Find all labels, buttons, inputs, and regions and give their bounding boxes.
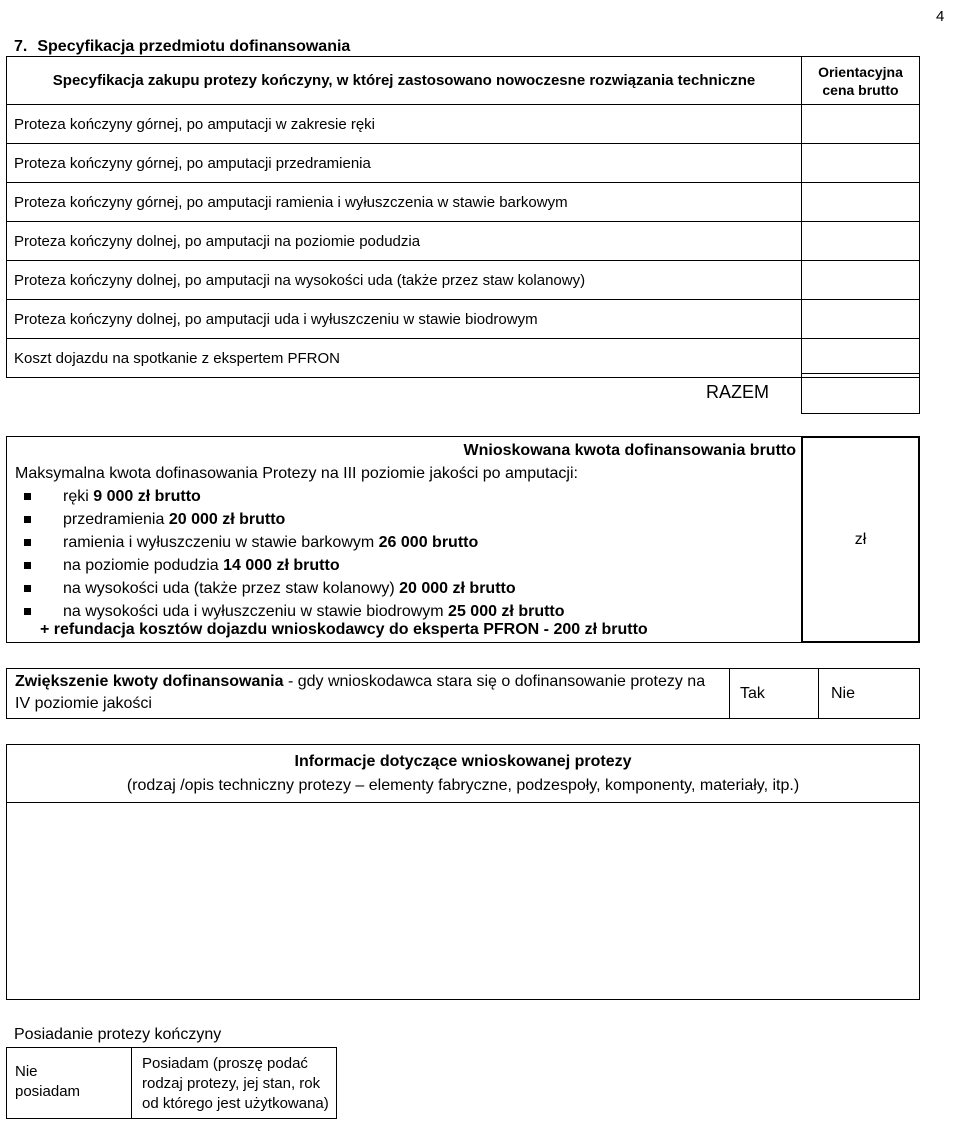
price-input-forearm[interactable] [801, 143, 920, 183]
square-bullet-icon [24, 539, 31, 546]
currency-label: zł [854, 530, 867, 548]
ownership-yes-line1: Posiadam (proszę podać [142, 1055, 308, 1072]
spec-row-hand: Proteza kończyny górnej, po amputacji w zakresie ręki [6, 104, 802, 144]
ownership-yes-line3: od którego jest użytkowana) [142, 1095, 329, 1112]
list-item: ręki 9 000 zł brutto [15, 485, 565, 508]
spec-header-left: Specyfikacja zakupu protezy kończyny, w której zastosowano nowoczesne rozwiązania techniczne [6, 56, 802, 105]
list-item: na wysokości uda i wyłuszczeniu w stawie biodrowym 25 000 zł brutto [15, 600, 565, 623]
ownership-no-option[interactable] [6, 1047, 132, 1119]
price-header-line2: cena brutto [822, 81, 899, 98]
increase-label-rest: - gdy wnioskodawca stara się o dofinansowanie protezy na IV poziomie jakości [15, 673, 706, 712]
ownership-yes-line2: rodzaj protezy, jej stan, rok [142, 1075, 321, 1092]
prosthesis-info-textarea[interactable] [7, 803, 919, 999]
price-input-shoulder[interactable] [801, 182, 920, 222]
max-amount-intro: Maksymalna kwota dofinasowania Protezy na III poziomie jakości po amputacji: [15, 465, 578, 482]
list-item: na wysokości uda (także przez staw kolanowy) 20 000 zł brutto [15, 577, 565, 600]
square-bullet-icon [24, 608, 31, 615]
price-input-travel-cost[interactable] [801, 338, 920, 378]
requested-amount-info [6, 436, 802, 643]
prosthesis-info-section [6, 744, 920, 1000]
increase-label-bold: Zwiększenie kwoty dofinansowania [15, 673, 284, 690]
total-input[interactable] [801, 373, 920, 414]
increase-question [6, 668, 730, 719]
list-item: na poziomie podudzia 14 000 zł brutto [15, 554, 565, 577]
spec-row-hip: Proteza kończyny dolnej, po amputacji uda i wyłuszczeniu w stawie biodrowym [6, 299, 802, 339]
spec-row-shank: Proteza kończyny dolnej, po amputacji na poziomie podudzia [6, 221, 802, 261]
price-header-line1: Orientacyjna [818, 63, 903, 80]
increase-section [6, 668, 920, 719]
spec-header-price [801, 56, 920, 105]
increase-yes-option[interactable]: Tak [729, 668, 819, 719]
spec-row-shoulder: Proteza kończyny górnej, po amputacji ramienia i wyłuszczenia w stawie barkowym [6, 182, 802, 222]
square-bullet-icon [24, 562, 31, 569]
spec-row-thigh: Proteza kończyny dolnej, po amputacji na wysokości uda (także przez staw kolanowy) [6, 260, 802, 300]
requested-amount-input[interactable] [801, 436, 920, 643]
price-input-shank[interactable] [801, 221, 920, 261]
section-title [14, 38, 350, 56]
travel-refund-note: + refundacja kosztów dojazdu wnioskodawcy do eksperta PFRON - 200 zł brutto [40, 621, 648, 638]
ownership-yes-option[interactable] [131, 1047, 337, 1119]
section-number: 7. [14, 38, 28, 55]
spec-row-forearm: Proteza kończyny górnej, po amputacji przedramienia [6, 143, 802, 183]
increase-no-option[interactable]: Nie [818, 668, 920, 719]
requested-amount-title: Wnioskowana kwota dofinansowania brutto [463, 442, 796, 459]
prosthesis-info-subtitle: (rodzaj /opis techniczny protezy – elementy fabryczne, podzespoły, komponenty, materiały, itp.) [126, 777, 800, 794]
max-amount-list [15, 485, 565, 623]
specification-table [6, 56, 920, 414]
list-item: przedramienia 20 000 zł brutto [15, 508, 565, 531]
price-input-thigh[interactable] [801, 260, 920, 300]
square-bullet-icon [24, 493, 31, 500]
page-number: 4 [936, 8, 945, 25]
price-input-hand[interactable] [801, 104, 920, 144]
total-label: RAZEM [706, 382, 769, 402]
spec-row-travel-cost: Koszt dojazdu na spotkanie z ekspertem PFRON [6, 338, 802, 378]
square-bullet-icon [24, 516, 31, 523]
prosthesis-info-header [7, 745, 919, 803]
ownership-no-line1: Nie [15, 1063, 38, 1080]
list-item: ramienia i wyłuszczeniu w stawie barkowym 26 000 brutto [15, 531, 565, 554]
requested-amount-section [6, 436, 920, 643]
prosthesis-info-title: Informacje dotyczące wnioskowanej protezy [294, 753, 632, 770]
ownership-label: Posiadanie protezy kończyny [14, 1026, 222, 1043]
ownership-no-line2: posiadam [15, 1083, 81, 1100]
price-input-hip[interactable] [801, 299, 920, 339]
section-title-text: Specyfikacja przedmiotu dofinansowania [37, 38, 351, 55]
square-bullet-icon [24, 585, 31, 592]
